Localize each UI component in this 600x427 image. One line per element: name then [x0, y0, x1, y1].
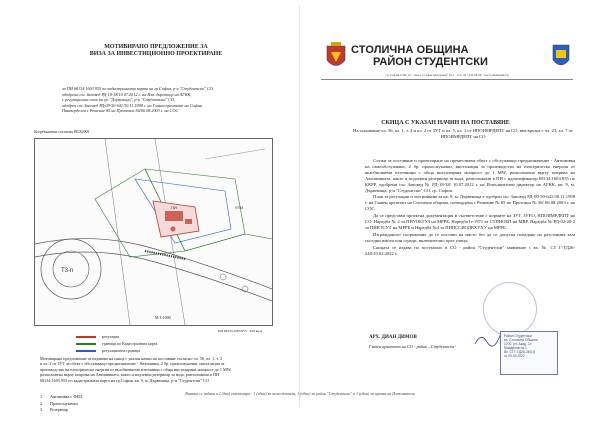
map-legend: [76, 333, 271, 354]
header-divider: [321, 79, 573, 80]
plot-area-note: ПИ 68134.1603.955 - 659 кв.м: [218, 329, 263, 333]
address-line: одобрена със Заповед РД-18-38/10.07.2012 г. на Изп. директор на АГКК,: [62, 91, 192, 97]
site-map: [34, 138, 273, 326]
legal-basis: На основание чл. 56, ал. 1, т. 2 и ал. 2 от ЗУТ и чл. 5, ал. 1 от НПОИМРДЕПТ на СО, във връзка с чл. 23, ал. 7 от НПОИМРДЕПТ на СО: [353, 128, 573, 139]
left-title: [16, 44, 296, 58]
page-fold: [299, 6, 300, 408]
car-wash-building: [165, 211, 183, 221]
object-list: [40, 394, 190, 414]
validity-paragraph: Скицата се издава по постъпило в СО - район "Студентски" заявление с вх. № СТ Г-ТД26-240/10.02.2022 г.: [365, 244, 575, 256]
district-name: РАЙОН СТУДЕНТСКИ: [373, 56, 488, 68]
legend-swatch: [76, 350, 96, 352]
municipality-name: СТОЛИЧНА ОБЩИНА: [351, 44, 469, 56]
legend-item: [76, 333, 271, 340]
body-paragraph: План за регулация и застрояване за кв. 9, м. Дървеница е одобрен със Заповед РД-09-50-641/30.11.1998 г. на Главен архитект на Столична община, потвърдена с Решение № 85 по Протокол № 56/ 06.08.2003 г. на СОС.: [365, 194, 575, 212]
list-item: 2. Прахосмукачки: [40, 400, 78, 406]
left-page: [16, 20, 296, 412]
list-item: 3. Резервоар: [40, 407, 68, 412]
left-address: [62, 86, 294, 114]
list-item: 1. Автомивка с ФЕЦ: [40, 394, 83, 399]
note-line: и ал. 2 от ЗУТ за обект с обслужващо предназначение - Автомивка, 2 бр. прахосмукачки, инсталация за: [40, 361, 225, 367]
road-mark: T3-n: [61, 268, 74, 274]
stamp-line: Район Студентски: [504, 334, 532, 338]
site-map-drawing: [35, 139, 272, 325]
sketch-body: [365, 158, 575, 258]
vacuum-units: [185, 219, 192, 224]
left-title-line1: МОТИВИРАНО ПРЕДЛОЖЕНИЕ ЗА: [104, 44, 208, 50]
stamp-line: Вх. СТГ-ТД26-240(1): [504, 350, 536, 354]
stamp-line: 1700, ул. Акад. Ст.: [504, 342, 533, 346]
official-seal: [483, 282, 537, 336]
stamp-line: вх. Столична Община: [504, 338, 538, 342]
address-line: с регулационен план на гр. "Дървеница", р-н "Студентски" СО,: [62, 97, 176, 103]
address-line: за ПИ 68134.1603.955 по кадастралната карта на гр.София, р-н "Студентски" СО,: [62, 86, 214, 91]
note-line: Мотивирано предложение за издаване на скица с указан начин на поставяне съгласно чл. 56, ал. 1, т. 2: [40, 356, 223, 361]
sketch-title: СКИЦА С УКАЗАН НАЧИН НА ПОСТАВЯНЕ: [381, 120, 510, 126]
legend-swatch: [76, 336, 96, 338]
water-tank: [171, 227, 176, 232]
registration-stamp: [500, 331, 558, 375]
signer-name: АРХ. ДИАН ДИМОВ: [369, 335, 417, 340]
legend-item: [76, 347, 271, 354]
address-line: Пантерделея с Решение 85 на Протокол 56/06.08.2003 г. на СОС: [62, 108, 179, 114]
left-title-line2: ВИЗА ЗА ИНВЕСТИЦИОННО ПРОЕКТИРАНЕ: [89, 51, 223, 57]
legend-item: [76, 340, 271, 347]
sofia-crest-icon: [325, 42, 347, 72]
note-line: разположена върху покрива на Автомивката, както и подземен резервоар за вода, разположени в ПИ: [40, 372, 219, 378]
upi-mark: УПИ: [235, 205, 244, 210]
legend-label: регулация: [102, 333, 120, 339]
legend-label: регулационна граница: [102, 347, 140, 353]
plot-mark: ПИ: [171, 205, 177, 210]
map-scale: М 1:1000: [155, 315, 171, 320]
note-line: 68134.1603.955 по кадастралната карта на гр.София, кв. 9, м. Дървеница, р-н "Студентски" СО.: [40, 377, 210, 383]
proposal-note: [40, 356, 272, 383]
body-paragraph: Служи за поставяне и проектиране на преместваем обект с обслужващо предназначение - Автомивка на самообслужване, 2 бр. прахосмукачки, инсталация за производство на електрическа енергия от възобновяеми източници с обща инсталирана мощност до 1 MW, разположена върху покрива на Автомивката, както и подземен резервоар за вода, разположени в ПИ с идентификатор 68134.1603.955 по ККРР, одобрени със Заповед № РД-18-38/ 10.07.2012 г. на Изпълнителен директор на АГКК, кв. 9, м. Дървеница, р-н "Студентски" СО, гр. София.: [365, 158, 575, 193]
district-emblem-icon: [551, 42, 571, 72]
map-coordinate-label: Координатна система BGS2005: [34, 129, 90, 134]
header-address: гр. София 1700, ул. "Акад. Стефан Младенов" № 1 · тел. 02 / 816 68 68 · www.studentski.bg: [385, 73, 509, 77]
body-paragraph: Изгражданото съоръжение да се постави на място без да се допуска попадане на разстояния към съседни имоти или сгради, включително през улица.: [365, 231, 575, 243]
body-paragraph: Да се представи проектна документация в съответствие с нормите на ЗУТ, ЗУЕО, НПОИМРДЕПТ на СО, Наредба № 2 за ПНУОБТУЗ на МРРБ, Наредба Iз-1971 за СТПНОБП на МВР, Наредба № РД-02-20-2 за ПИКТСУТ на МРРБ и Наредба №4 за ПИПССИОДВХУХУ на МРРБ.: [365, 213, 575, 230]
address-line: одобрен със Заповед РД-09-50-641/30.11.1998 г. на Главен архитект на София,: [62, 102, 203, 108]
signer-title: Главен архитект на СО - район „Студентски“: [369, 344, 457, 349]
footer-note: Визата се издава в 2 (два) екземпляра - 1 (един) за възложителя, 1 (един) за район "Студентски" и 1 (един) за архива на Изпълнителя: [185, 391, 415, 396]
note-line: производство на електрическа енергия от възобновяеми източници с обща инсталирана мощност до 1 MW,: [40, 366, 232, 372]
legend-label: граници по Кадастралната карта: [102, 340, 158, 346]
stamp-line: Младенов № 1: [504, 346, 527, 350]
stamp-line: от 25.03.2022: [504, 354, 525, 358]
legend-swatch: [76, 343, 96, 345]
